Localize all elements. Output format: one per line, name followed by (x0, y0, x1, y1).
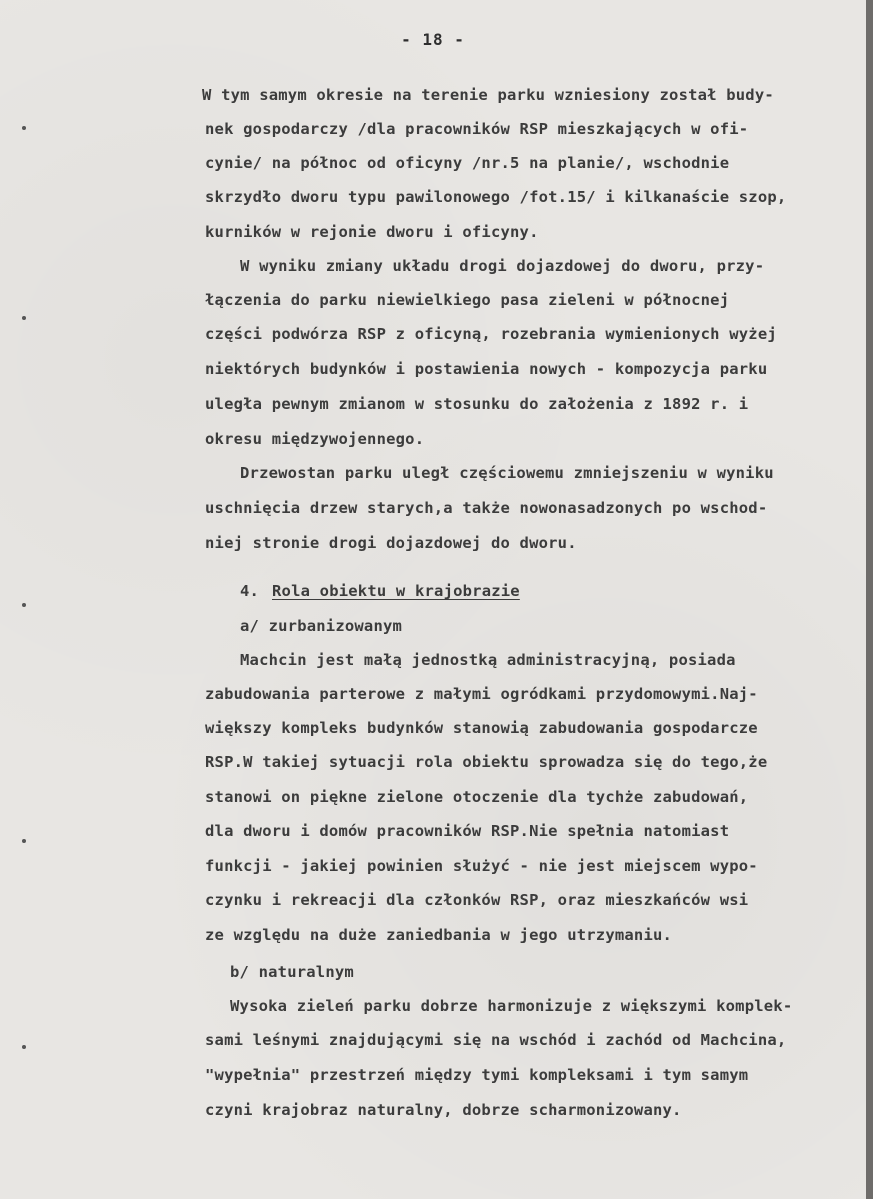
text-line: kurników w rejonie dworu i oficyny. (205, 223, 539, 241)
text-line: Wysoka zieleń parku dobrze harmonizuje z większymi komplek- (230, 997, 793, 1015)
text-line: sami leśnymi znajdującymi się na wschód i zachód od Machcina, (205, 1031, 787, 1049)
subsection-heading: b/ naturalnym (230, 963, 354, 981)
margin-dot (22, 316, 26, 320)
section-number: 4. (240, 582, 260, 600)
text-line: dla dworu i domów pracowników RSP.Nie spełnia natomiast (205, 822, 730, 840)
section-title: Rola obiektu w krajobrazie (272, 582, 520, 600)
text-line: W tym samym okresie na terenie parku wzniesiony został budy- (202, 86, 774, 104)
text-line: nek gospodarczy /dla pracowników RSP mieszkających w ofi- (205, 120, 749, 138)
text-line: uległa pewnym zmianom w stosunku do założenia z 1892 r. i (205, 395, 749, 413)
subsection-heading: a/ zurbanizowanym (240, 617, 403, 635)
text-line: Machcin jest małą jednostką administracyjną, posiada (240, 651, 736, 669)
text-line: okresu międzywojennego. (205, 430, 425, 448)
text-line: czynku i rekreacji dla członków RSP, oraz mieszkańców wsi (205, 891, 749, 909)
text-line: stanowi on piękne zielone otoczenie dla tychże zabudowań, (205, 788, 749, 806)
page-number: - 18 - (401, 30, 465, 49)
text-line: większy kompleks budynków stanowią zabudowania gospodarcze (205, 719, 758, 737)
text-line: części podwórza RSP z oficyną, rozebrania wymienionych wyżej (205, 325, 777, 343)
text-line: zabudowania parterowe z małymi ogródkami przydomowymi.Naj- (205, 685, 758, 703)
text-line: Drzewostan parku uległ częściowemu zmniejszeniu w wyniku (240, 464, 774, 482)
text-line: uschnięcia drzew starych,a także nowonasadzonych po wschod- (205, 499, 768, 517)
page-edge-shadow (866, 0, 873, 1199)
text-line: niej stronie drogi dojazdowej do dworu. (205, 534, 577, 552)
text-line: RSP.W takiej sytuacji rola obiektu sprowadza się do tego,że (205, 753, 768, 771)
text-line: "wypełnia" przestrzeń między tymi kompleksami i tym samym (205, 1066, 749, 1084)
margin-dot (22, 603, 26, 607)
text-line: cynie/ na północ od oficyny /nr.5 na planie/, wschodnie (205, 154, 730, 172)
text-line: niektórych budynków i postawienia nowych - kompozycja parku (205, 360, 768, 378)
text-line: ze względu na duże zaniedbania w jego utrzymaniu. (205, 926, 673, 944)
text-line: czyni krajobraz naturalny, dobrze scharmonizowany. (205, 1101, 682, 1119)
margin-dot (22, 126, 26, 130)
text-line: skrzydło dworu typu pawilonowego /fot.15/ i kilkanaście szop, (205, 188, 787, 206)
margin-dot (22, 839, 26, 843)
text-line: W wyniku zmiany układu drogi dojazdowej do dworu, przy- (240, 257, 765, 275)
margin-dot (22, 1045, 26, 1049)
text-line: łączenia do parku niewielkiego pasa zieleni w północnej (205, 291, 730, 309)
text-line: funkcji - jakiej powinien służyć - nie jest miejscem wypo- (205, 857, 758, 875)
